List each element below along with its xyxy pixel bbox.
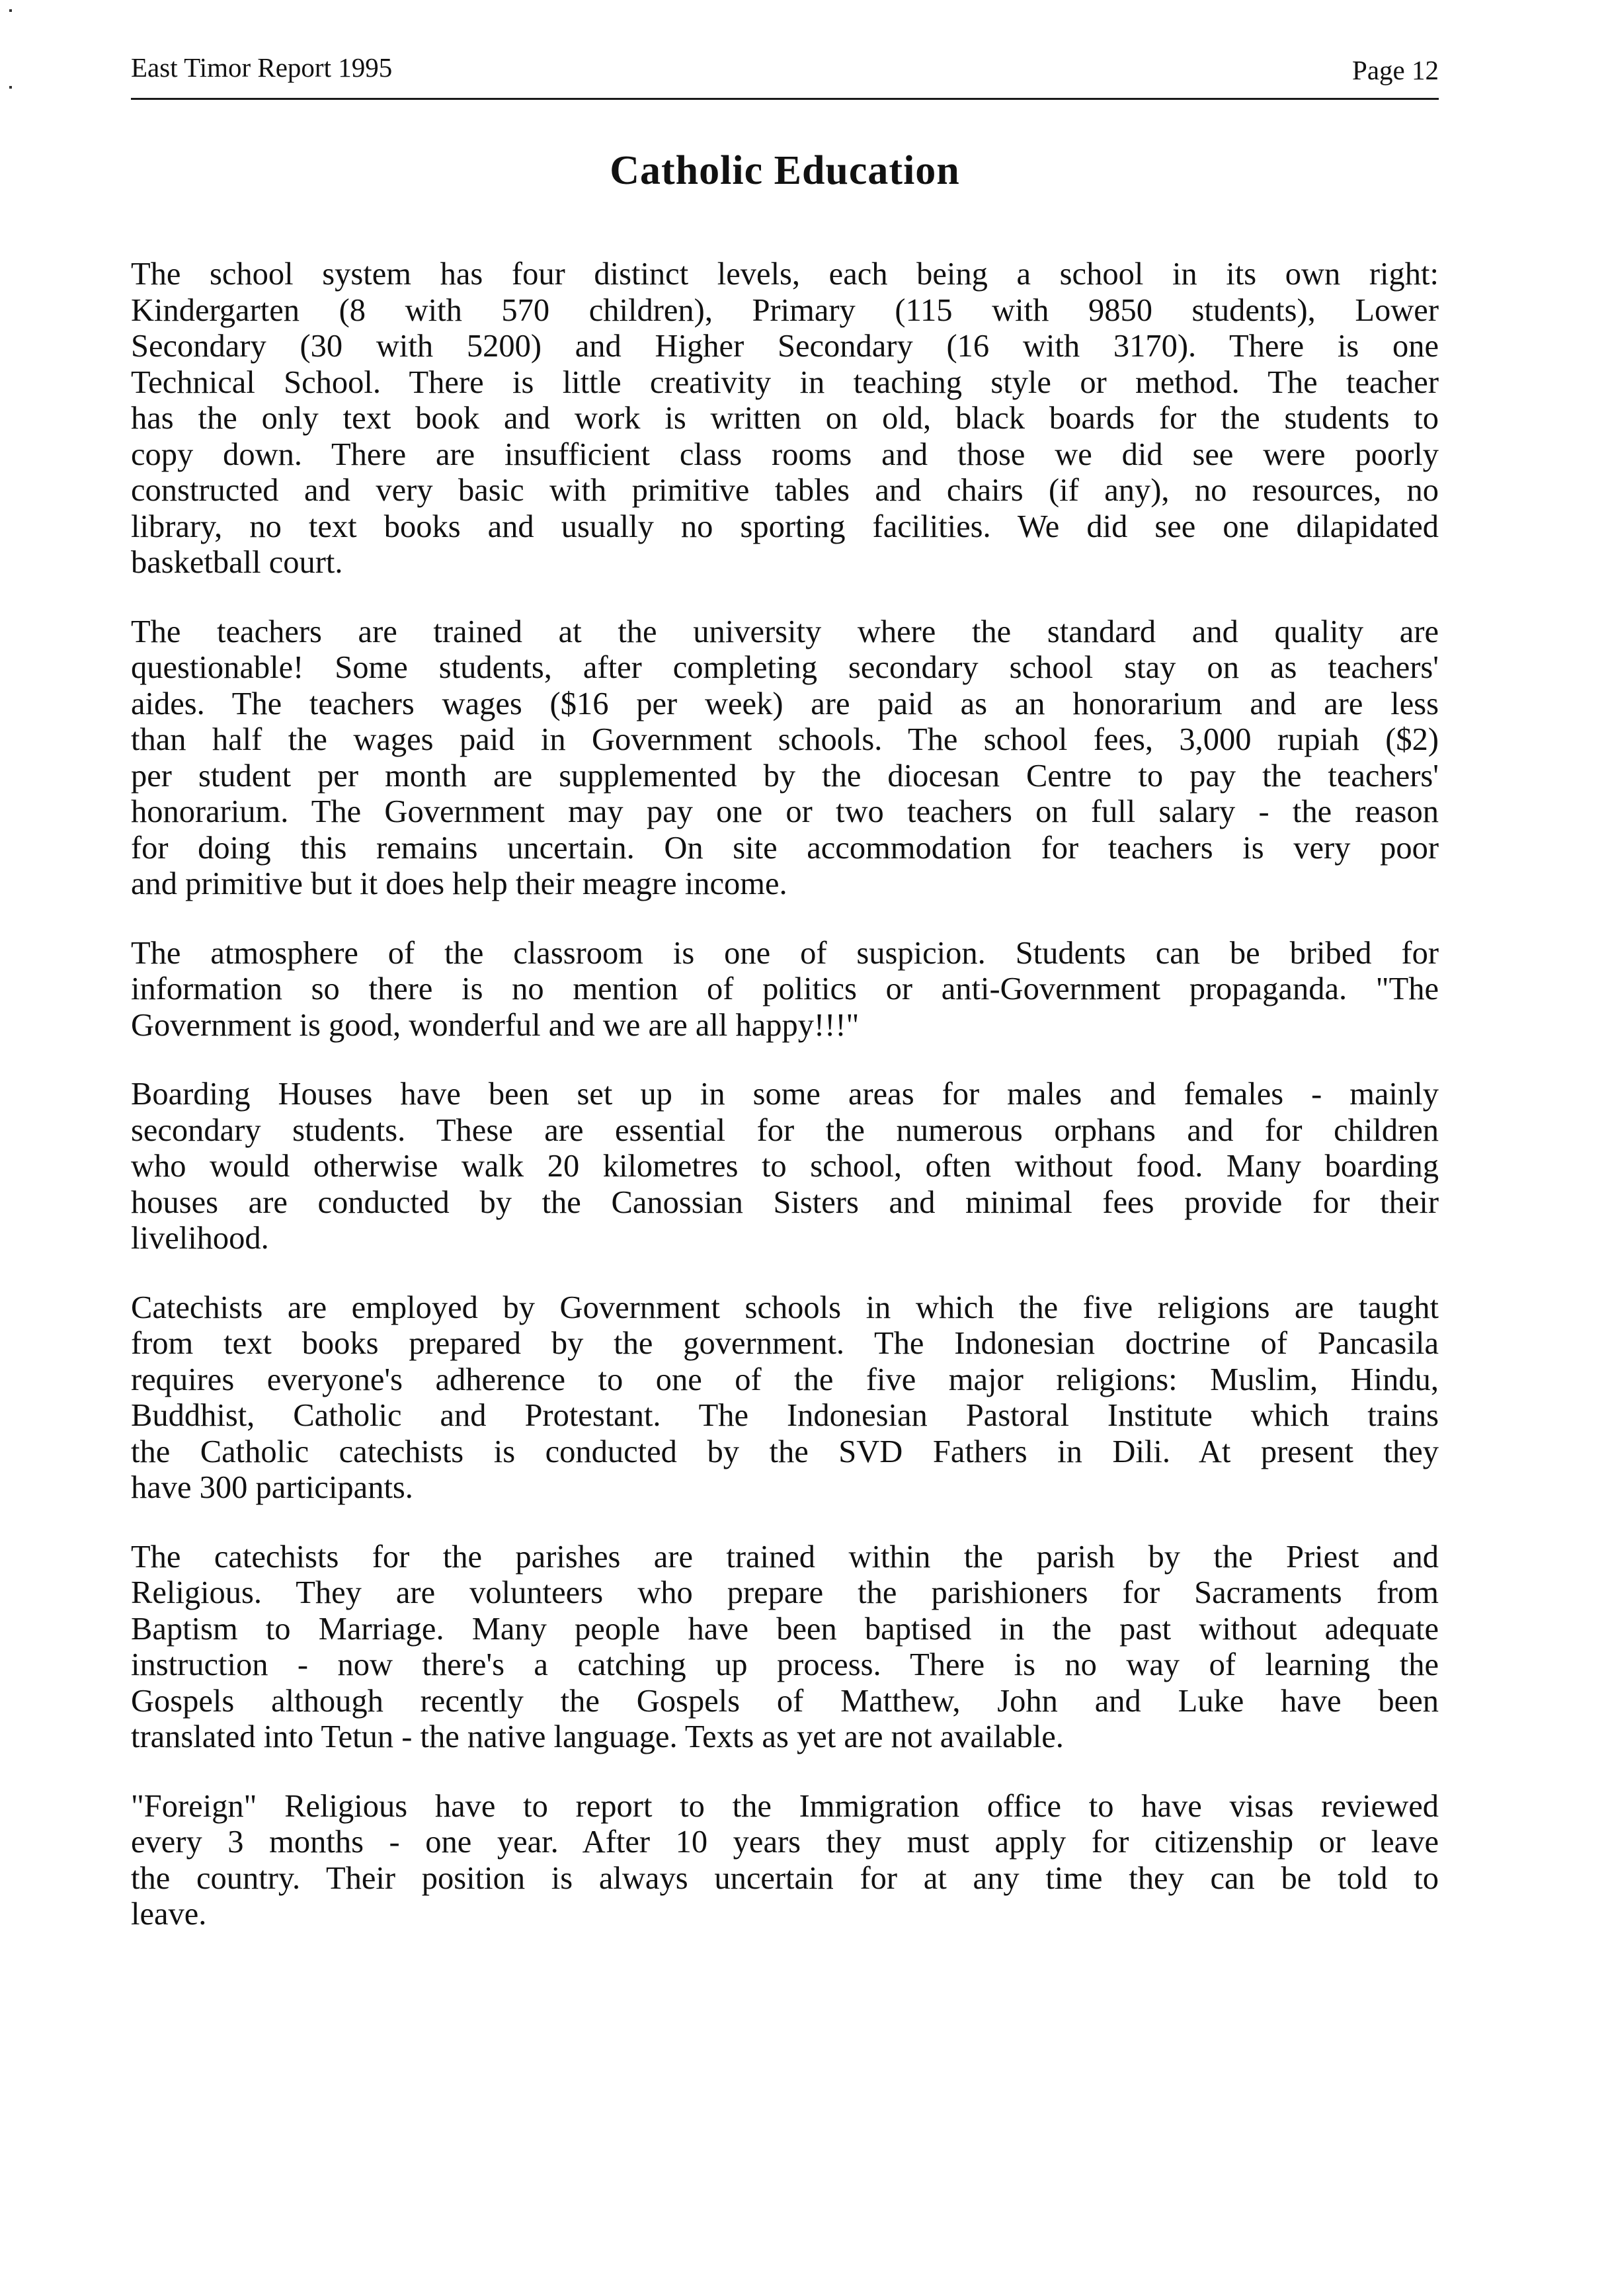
paragraph-line: Gospels although recently the Gospels of Matthew, John and Luke have been: [131, 1683, 1439, 1719]
page-header: [131, 48, 1439, 100]
paragraph-line: Secondary (30 with 5200) and Higher Secondary (16 with 3170). There is one: [131, 329, 1439, 364]
paragraph-line: Baptism to Marriage. Many people have been baptised in the past without adequate: [131, 1611, 1439, 1647]
paragraph-line: the Catholic catechists is conducted by the SVD Fathers in Dili. At present they: [131, 1434, 1439, 1469]
paragraph-line: The catechists for the parishes are trained within the parish by the Priest and: [131, 1539, 1439, 1575]
paragraph-line: have 300 participants.: [131, 1470, 413, 1505]
paragraph-line: every 3 months - one year. After 10 years they must apply for citizenship or leave: [131, 1824, 1439, 1860]
paragraph-line: Government is good, wonderful and we are all happy!!!": [131, 1007, 860, 1043]
document-body: [131, 257, 1439, 1966]
paragraph: [131, 1290, 1439, 1506]
paragraph-line: information so there is no mention of politics or anti-Government propaganda. "The: [131, 971, 1439, 1006]
paragraph-line: "Foreign" Religious have to report to the Immigration office to have visas reviewed: [131, 1788, 1439, 1824]
paragraph-line: than half the wages paid in Government schools. The school fees, 3,000 rupiah ($2): [131, 722, 1439, 757]
paragraph-line: copy down. There are insufficient class rooms and those we did see were poorly: [131, 436, 1439, 472]
paragraph-line: instruction - now there's a catching up process. There is no way of learning the: [131, 1647, 1439, 1682]
paragraph-line: requires everyone's adherence to one of the five major religions: Muslim, Hindu,: [131, 1362, 1439, 1397]
paragraph-line: houses are conducted by the Canossian Sisters and minimal fees provide for their: [131, 1184, 1439, 1220]
paragraph-line: The school system has four distinct levels, each being a school in its own right:: [131, 257, 1439, 292]
paragraph-line: for doing this remains uncertain. On site accommodation for teachers is very poor: [131, 830, 1439, 866]
paragraph-line: translated into Tetun - the native language. Texts as yet are not available.: [131, 1719, 1064, 1754]
paragraph-line: library, no text books and usually no sporting facilities. We did see one dilapidated: [131, 509, 1439, 544]
paragraph: [131, 614, 1439, 903]
paragraph: [131, 936, 1439, 1044]
paragraph-line: from text books prepared by the government. The Indonesian doctrine of Pancasila: [131, 1326, 1439, 1361]
paragraph-line: The atmosphere of the classroom is one of suspicion. Students can be bribed for: [131, 935, 1439, 971]
paragraph-line: constructed and very basic with primitive tables and chairs (if any), no resources, no: [131, 473, 1439, 508]
paragraph-line: Buddhist, Catholic and Protestant. The Indonesian Pastoral Institute which trains: [131, 1398, 1439, 1433]
paragraph-line: secondary students. These are essential for the numerous orphans and for children: [131, 1112, 1439, 1148]
page-number: Page 12: [1352, 55, 1439, 85]
paragraph-line: Technical School. There is little creativity in teaching style or method. The teacher: [131, 364, 1439, 400]
paragraph-line: questionable! Some students, after completing secondary school stay on as teachers': [131, 650, 1439, 685]
paragraph: [131, 257, 1439, 581]
paragraph-line: aides. The teachers wages ($16 per week) are paid as an honorarium and are less: [131, 686, 1439, 721]
paragraph-line: Kindergarten (8 with 570 children), Primary (115 with 9850 students), Lower: [131, 292, 1439, 328]
paragraph-line: Catechists are employed by Government schools in which the five religions are taught: [131, 1290, 1439, 1325]
paragraph-line: The teachers are trained at the university where the standard and quality are: [131, 614, 1439, 649]
scan-speck-mark: [9, 9, 12, 12]
paragraph-line: per student per month are supplemented by the diocesan Centre to pay the teachers': [131, 758, 1439, 794]
paragraph-line: honorarium. The Government may pay one or two teachers on full salary - the reason: [131, 794, 1439, 829]
paragraph-line: and primitive but it does help their meagre income.: [131, 866, 787, 901]
paragraph-line: leave.: [131, 1897, 207, 1932]
paragraph: [131, 1789, 1439, 1933]
paragraph: [131, 1077, 1439, 1257]
page-title: Catholic Education: [610, 148, 960, 193]
paragraph-line: Boarding Houses have been set up in some areas for males and females - mainly: [131, 1077, 1439, 1112]
paragraph-line: who would otherwise walk 20 kilometres to school, often without food. Many boarding: [131, 1149, 1439, 1184]
paragraph: [131, 1539, 1439, 1756]
paragraph-line: basketball court.: [131, 545, 343, 580]
paragraph-line: livelihood.: [131, 1221, 269, 1256]
paragraph-line: the country. Their position is always uncertain for at any time they can be told to: [131, 1860, 1439, 1896]
paragraph-line: has the only text book and work is written on old, black boards for the students to: [131, 401, 1439, 436]
report-title: East Timor Report 1995: [131, 52, 393, 83]
scan-speck-mark: [9, 86, 12, 89]
paragraph-line: Religious. They are volunteers who prepare the parishioners for Sacraments from: [131, 1575, 1439, 1610]
